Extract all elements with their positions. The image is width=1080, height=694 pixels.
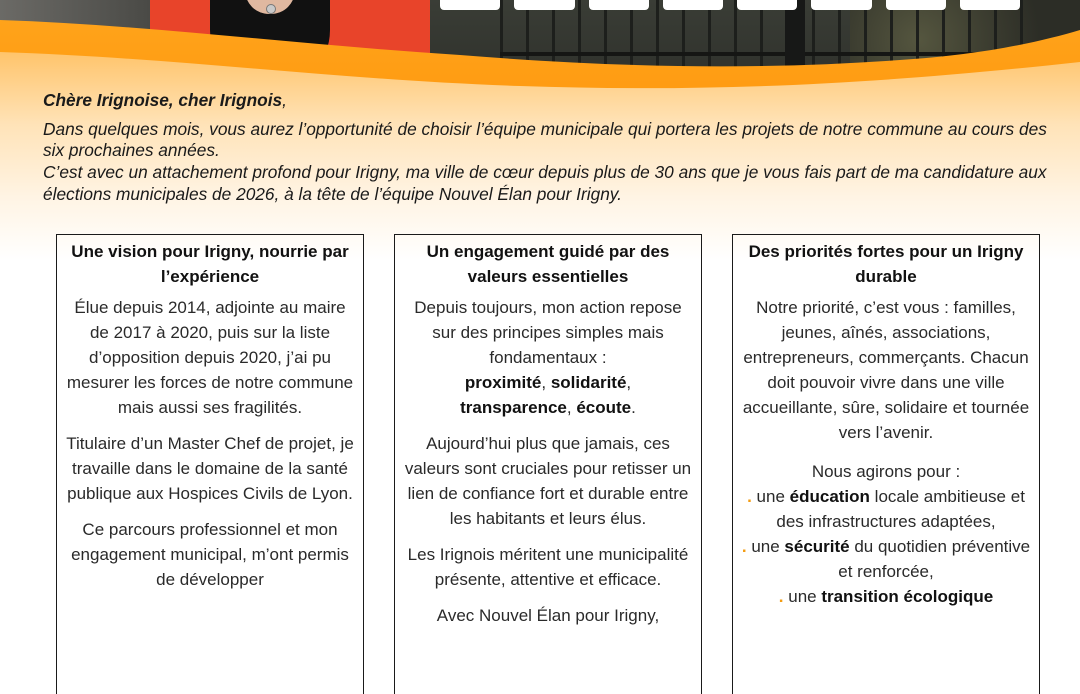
- value-item: proximité: [464, 373, 542, 392]
- column-paragraph: Nous agirons pour :: [811, 462, 961, 481]
- column-vision: [56, 234, 364, 694]
- column-paragraph: Aujourd’hui plus que jamais, ces valeurs sont cruciales pour retisser un lien de confiance fort et durable entre les habitants et leurs élus.: [404, 434, 692, 528]
- value-item: solidarité: [550, 373, 627, 392]
- column-title: Des priorités fortes pour un Irigny durable: [748, 242, 1024, 286]
- greeting-text: Chère Irignoise, cher Irignois: [43, 90, 283, 110]
- column-title: Un engagement guidé par des valeurs essentielles: [426, 242, 670, 286]
- values-intro: Depuis toujours, mon action repose sur des principes simples mais fondamentaux :: [414, 298, 682, 367]
- column-engagement: [394, 234, 702, 694]
- column-paragraph: Avec Nouvel Élan pour Irigny,: [436, 606, 660, 625]
- bullet-dot-icon: .: [747, 487, 752, 506]
- column-priorities: [732, 234, 1040, 694]
- bullet-dot-icon: .: [741, 537, 747, 556]
- greeting-punct: ,: [282, 90, 287, 110]
- column-title: Une vision pour Irigny, nourrie par l’expérience: [71, 242, 349, 286]
- intro-letter: [43, 90, 1053, 206]
- bullet-item: . une sécurité du quotidien préventive et renforcée,: [741, 537, 1031, 581]
- bullet-item: . une transition écologique: [778, 587, 994, 606]
- column-paragraph: Titulaire d’un Master Chef de projet, je travaille dans le domaine de la santé publique aux Hospices Civils de Lyon.: [66, 434, 354, 503]
- intro-paragraph-2: C’est avec un attachement profond pour Irigny, ma ville de cœur depuis plus de 30 ans que je vous fais part de ma candidature aux élections municipales de 2026, à la tête de l’équipe Nouvel Élan pour Irigny.: [43, 162, 1047, 204]
- value-item: transparence: [460, 398, 567, 417]
- column-paragraph: Élue depuis 2014, adjointe au maire de 2017 à 2020, puis sur la liste d’opposition depuis 2020, j’ai pu mesurer les forces de notre commune mais aussi ses fragilités.: [66, 298, 354, 417]
- intro-paragraph-1: Dans quelques mois, vous aurez l’opportunité de choisir l’équipe municipale qui portera les projets de notre commune au cours des six prochaines années.: [43, 118, 1047, 161]
- greeting: [43, 90, 1053, 112]
- bullet-dot-icon: .: [778, 587, 784, 606]
- column-paragraph: Ce parcours professionnel et mon engagement municipal, m’ont permis de développer: [71, 520, 349, 589]
- column-paragraph: Notre priorité, c’est vous : familles, jeunes, aînés, associations, entrepreneurs, commerçants. Chacun doit pouvoir vivre dans une ville accueillante, sûre, solidaire et tournée vers l’avenir.: [742, 298, 1030, 442]
- column-paragraph: Les Irignois méritent une municipalité présente, attentive et efficace.: [407, 545, 689, 589]
- bullet-item: . une éducation locale ambitieuse et des infrastructures adaptées,: [747, 487, 1025, 531]
- column-paragraph: Depuis toujours, mon action repose sur des principes simples mais fondamentaux : proximité, solidarité, transparence, écoute.: [414, 298, 682, 417]
- value-item: écoute: [576, 398, 632, 417]
